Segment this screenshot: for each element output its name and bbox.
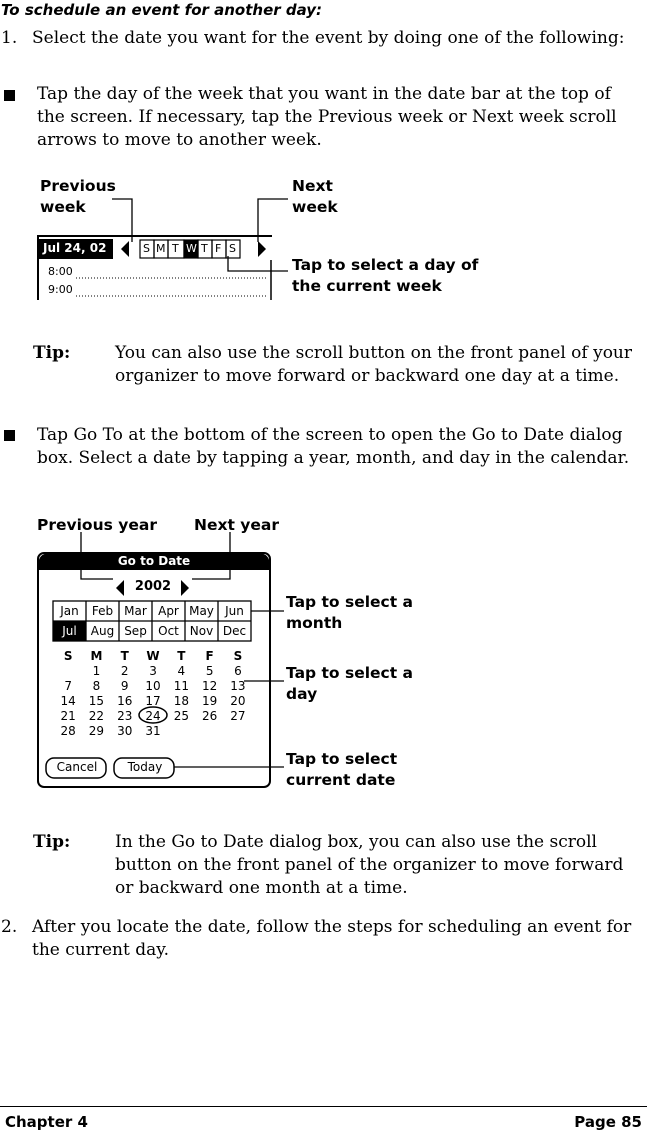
day-cell[interactable]: 2 <box>120 664 129 678</box>
day-cell[interactable]: 27 <box>230 709 246 723</box>
month-cell-may[interactable]: May <box>189 604 214 618</box>
month-cell-jul[interactable]: Jul <box>62 624 77 638</box>
weekday-header: T <box>120 649 129 663</box>
month-cell-sep[interactable]: Sep <box>124 624 147 638</box>
month-cell-oct[interactable]: Oct <box>158 624 179 638</box>
date-label: Jul 24, 02 <box>43 241 107 255</box>
day-wed[interactable]: W <box>186 242 197 255</box>
month-cell-jun[interactable]: Jun <box>225 604 244 618</box>
callout-select-day: Tap to select a day of the current week <box>292 256 479 295</box>
page-footer <box>0 1106 647 1131</box>
today-button[interactable]: Today <box>127 760 163 774</box>
day-cell[interactable]: 23 <box>117 709 133 723</box>
month-selector[interactable] <box>53 601 251 641</box>
day-cell[interactable]: 18 <box>173 694 189 708</box>
day-cell[interactable]: 25 <box>173 709 189 723</box>
callout-next-week: Next week <box>292 177 338 216</box>
day-cell[interactable]: 22 <box>88 709 105 723</box>
day-thu[interactable]: T <box>201 242 208 255</box>
month-cell-mar[interactable]: Mar <box>124 604 147 618</box>
day-cell[interactable]: 9 <box>120 679 129 693</box>
day-cell[interactable]: 3 <box>149 664 157 678</box>
day-cell[interactable]: 15 <box>88 694 105 708</box>
day-cell[interactable]: 29 <box>88 724 105 738</box>
day-sun[interactable]: S <box>143 242 150 255</box>
bullet-2-text: Tap Go To at the bottom of the screen to open the Go to Date dialog box. Select a date by tapping a year, month, and day in the calendar. <box>37 425 630 468</box>
day-sat[interactable]: S <box>229 242 236 255</box>
day-cell[interactable]: 13 <box>230 679 246 693</box>
step-2-number: 2. <box>1 917 18 937</box>
day-cell-selected[interactable]: 24 <box>145 709 161 723</box>
day-cell[interactable]: 21 <box>60 709 76 723</box>
day-cell[interactable]: 1 <box>92 664 101 678</box>
tip-2-label: Tip: <box>33 832 71 852</box>
callout-select-day-2: Tap to select a day <box>286 664 413 703</box>
day-mon[interactable]: M <box>156 242 166 255</box>
day-cell[interactable]: 6 <box>234 664 242 678</box>
day-cell[interactable]: 31 <box>145 724 161 738</box>
step-1-number: 1. <box>1 28 18 48</box>
day-cell[interactable]: 14 <box>60 694 76 708</box>
day-cell[interactable]: 28 <box>60 724 76 738</box>
section-heading: To schedule an event for another day: <box>1 1 323 19</box>
time-9: 9:00 <box>48 283 73 296</box>
callout-previous-week: Previous week <box>40 177 116 216</box>
weekday-header: M <box>90 649 103 663</box>
step-1-text: Select the date you want for the event by doing one of the following: <box>32 28 625 48</box>
tip-1-label: Tip: <box>33 343 71 363</box>
callout-previous-year: Previous year <box>37 516 157 534</box>
day-cell[interactable]: 12 <box>202 679 218 693</box>
day-cell[interactable]: 30 <box>117 724 133 738</box>
day-fri[interactable]: F <box>215 242 222 255</box>
dialog-title: Go to Date <box>117 554 191 568</box>
month-cell-feb[interactable]: Feb <box>91 604 114 618</box>
footer-page-number: Page 85 <box>574 1113 642 1131</box>
weekday-header: W <box>146 649 160 663</box>
month-cell-dec[interactable]: Dec <box>222 624 247 638</box>
footer-chapter: Chapter 4 <box>5 1113 88 1131</box>
day-cell[interactable]: 10 <box>145 679 161 693</box>
weekday-header: S <box>63 649 73 663</box>
callout-current-date: Tap to select current date <box>286 750 398 789</box>
day-cell[interactable]: 20 <box>230 694 246 708</box>
day-cell[interactable]: 16 <box>117 694 133 708</box>
tip-2-text: In the Go to Date dialog box, you can also use the scroll button on the front panel of the organizer to move forward or backward one month at a time. <box>115 832 624 898</box>
callout-next-year: Next year <box>194 516 280 534</box>
day-tue[interactable]: T <box>172 242 179 255</box>
day-cell[interactable]: 26 <box>202 709 218 723</box>
time-8: 8:00 <box>48 265 73 278</box>
day-cell[interactable]: 8 <box>92 679 101 693</box>
day-cell[interactable]: 11 <box>173 679 189 693</box>
day-selector[interactable] <box>54 649 250 739</box>
month-cell-aug[interactable]: Aug <box>90 624 115 638</box>
month-cell-apr[interactable]: Apr <box>158 604 179 618</box>
day-cell[interactable]: 5 <box>205 664 214 678</box>
weekday-header: F <box>205 649 214 663</box>
year-label: 2002 <box>134 579 172 594</box>
day-cell[interactable]: 17 <box>145 694 161 708</box>
weekday-header: S <box>233 649 243 663</box>
bullet-1-text: Tap the day of the week that you want in the date bar at the top of the screen. If necessary, tap the Previous week or Next week scroll arrows to move to another week. <box>37 84 617 150</box>
step-2-text: After you locate the date, follow the steps for scheduling an event for the current day. <box>32 917 632 960</box>
month-cell-nov[interactable]: Nov <box>189 624 214 638</box>
day-cell[interactable]: 7 <box>64 679 72 693</box>
tip-1-text: You can also use the scroll button on the front panel of your organizer to move forward or backward one day at a time. <box>115 343 633 386</box>
month-cell-jan[interactable]: Jan <box>60 604 79 618</box>
weekday-header: T <box>177 649 186 663</box>
day-cell[interactable]: 4 <box>177 664 186 678</box>
day-cell[interactable]: 19 <box>202 694 218 708</box>
callout-select-month: Tap to select a month <box>286 593 413 632</box>
cancel-button[interactable]: Cancel <box>56 760 98 774</box>
